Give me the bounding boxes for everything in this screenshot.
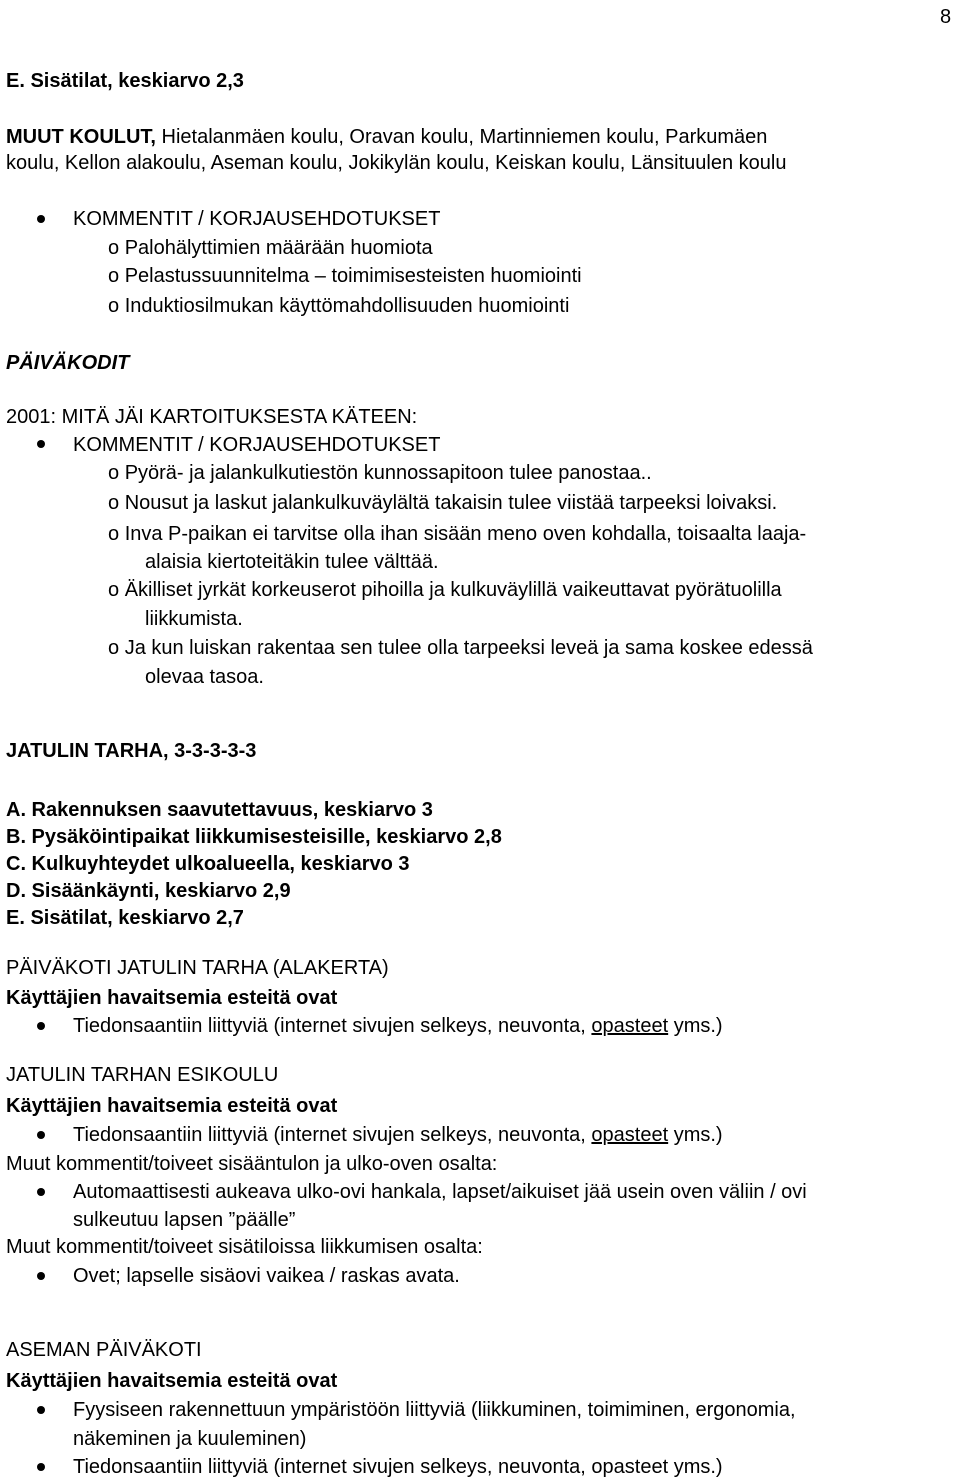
list-item: o Pelastussuunnitelma – toimimisesteisten huomiointi (108, 265, 582, 287)
bullet (37, 1406, 45, 1414)
list-item: o Induktiosilmukan käyttömahdollisuuden huomiointi (108, 295, 570, 317)
list-item: o Ja kun luiskan rakentaa sen tulee olla tarpeeksi leveä ja sama koskee edessä (108, 637, 813, 659)
section-heading: ASEMAN PÄIVÄKOTI (6, 1339, 202, 1361)
list-item (73, 1013, 723, 1039)
schools-line-1 (6, 124, 767, 150)
comments-title: KOMMENTIT / KORJAUSEHDOTUKSET (73, 434, 441, 456)
bullet (37, 1463, 45, 1471)
bullet (37, 440, 45, 448)
section-heading: PÄIVÄKOTI JATULIN TARHA (ALAKERTA) (6, 957, 389, 979)
list-item: o Palohälyttimien määrään huomiota (108, 237, 433, 259)
list-item: o Inva P-paikan ei tarvitse olla ihan sisään meno oven kohdalla, toisaalta laaja- (108, 523, 807, 545)
score-line: D. Sisäänkäynti, keskiarvo 2,9 (6, 880, 291, 902)
bullet (37, 1131, 45, 1139)
list-item: Automaattisesti aukeava ulko-ovi hankala, lapset/aikuiset jää usein oven väliin / ovi (73, 1181, 807, 1203)
comment-heading: Muut kommentit/toiveet sisääntulon ja ulko-oven osalta: (6, 1153, 498, 1175)
list-item-cont: näkeminen ja kuuleminen) (73, 1428, 307, 1450)
list-item: Fyysiseen rakennettuun ympäristöön liittyviä (liikkuminen, toimiminen, ergonomia, (73, 1399, 796, 1421)
list-item-text: Ja kun luiskan rakentaa sen tulee olla tarpeeksi leveä ja sama koskee edessä (124, 637, 813, 659)
score-line: A. Rakennuksen saavutettavuus, keskiarvo 3 (6, 799, 433, 821)
subheading: Käyttäjien havaitsemia esteitä ovat (6, 987, 338, 1009)
page-number: 8 (940, 6, 952, 28)
list-item-text: Palohälyttimien määrään huomiota (124, 237, 433, 259)
list-item-cont: olevaa tasoa. (145, 666, 264, 688)
opasteet-link: opasteet (591, 1015, 669, 1037)
list-item: o Pyörä- ja jalankulkutiestön kunnossapitoon tulee panostaa.. (108, 462, 652, 484)
list-item: Tiedonsaantiin liittyviä (internet sivujen selkeys, neuvonta, opasteet yms.) (73, 1456, 723, 1478)
list-item (73, 1122, 723, 1148)
score-line: E. Sisätilat, keskiarvo 2,7 (6, 907, 244, 929)
list-item-text: Pelastussuunnitelma – toimimisesteisten huomiointi (124, 265, 582, 287)
list-item-cont: alaisia kiertoteitäkin tulee välttää. (145, 551, 439, 573)
schools-text: Hietalanmäen koulu, Oravan koulu, Martinniemen koulu, Parkumäen (155, 126, 768, 148)
comment-heading: Muut kommentit/toiveet sisätiloissa liikkumisen osalta: (6, 1236, 483, 1258)
score-line: C. Kulkuyhteydet ulkoalueella, keskiarvo 3 (6, 853, 410, 875)
list-item-text: yms.) (668, 1124, 723, 1146)
list-item: o Äkilliset jyrkät korkeuserot pihoilla ja kulkuväylillä vaikeuttavat pyörätuolilla (108, 579, 782, 601)
subheading: Käyttäjien havaitsemia esteitä ovat (6, 1370, 338, 1392)
bullet (37, 215, 45, 223)
schools-line-2: koulu, Kellon alakoulu, Aseman koulu, Jokikylän koulu, Keiskan koulu, Länsituulen koulu (6, 152, 787, 174)
list-item-text: Tiedonsaantiin liittyviä (internet sivujen selkeys, neuvonta, (73, 1124, 592, 1146)
list-item-cont: liikkumista. (145, 608, 243, 630)
list-item-text: Äkilliset jyrkät korkeuserot pihoilla ja kulkuväylillä vaikeuttavat pyörätuolilla (124, 579, 782, 601)
section-heading: E. Sisätilat, keskiarvo 2,3 (6, 70, 244, 92)
list-item-text: Inva P-paikan ei tarvitse olla ihan sisään meno oven kohdalla, toisaalta laaja- (124, 523, 807, 545)
section-heading: PÄIVÄKODIT (6, 352, 130, 374)
opasteet-link: opasteet (591, 1124, 669, 1146)
section-heading: JATULIN TARHA, 3-3-3-3-3 (6, 740, 257, 762)
list-item-text: Nousut ja laskut jalankulkuväylältä takaisin tulee viistää tarpeeksi loivaksi. (124, 492, 778, 514)
score-line: B. Pysäköintipaikat liikkumisesteisille, keskiarvo 2,8 (6, 826, 502, 848)
list-item: o Nousut ja laskut jalankulkuväylältä takaisin tulee viistää tarpeeksi loivaksi. (108, 492, 778, 514)
list-item-text: Induktiosilmukan käyttömahdollisuuden huomiointi (124, 295, 570, 317)
year-line: 2001: MITÄ JÄI KARTOITUKSESTA KÄTEEN: (6, 406, 418, 428)
list-item-text: Pyörä- ja jalankulkutiestön kunnossapitoon tulee panostaa.. (124, 462, 652, 484)
list-item-text: yms.) (668, 1015, 723, 1037)
subheading: Käyttäjien havaitsemia esteitä ovat (6, 1095, 338, 1117)
bullet (37, 1272, 45, 1280)
schools-label: MUUT KOULUT, (6, 126, 156, 148)
bullet (37, 1188, 45, 1196)
bullet (37, 1022, 45, 1030)
comments-title: KOMMENTIT / KORJAUSEHDOTUKSET (73, 208, 441, 230)
list-item-text: Tiedonsaantiin liittyviä (internet sivujen selkeys, neuvonta, (73, 1015, 592, 1037)
section-heading: JATULIN TARHAN ESIKOULU (6, 1064, 279, 1086)
list-item: Ovet; lapselle sisäovi vaikea / raskas avata. (73, 1265, 460, 1287)
list-item-cont: sulkeutuu lapsen ”päälle” (73, 1209, 296, 1231)
